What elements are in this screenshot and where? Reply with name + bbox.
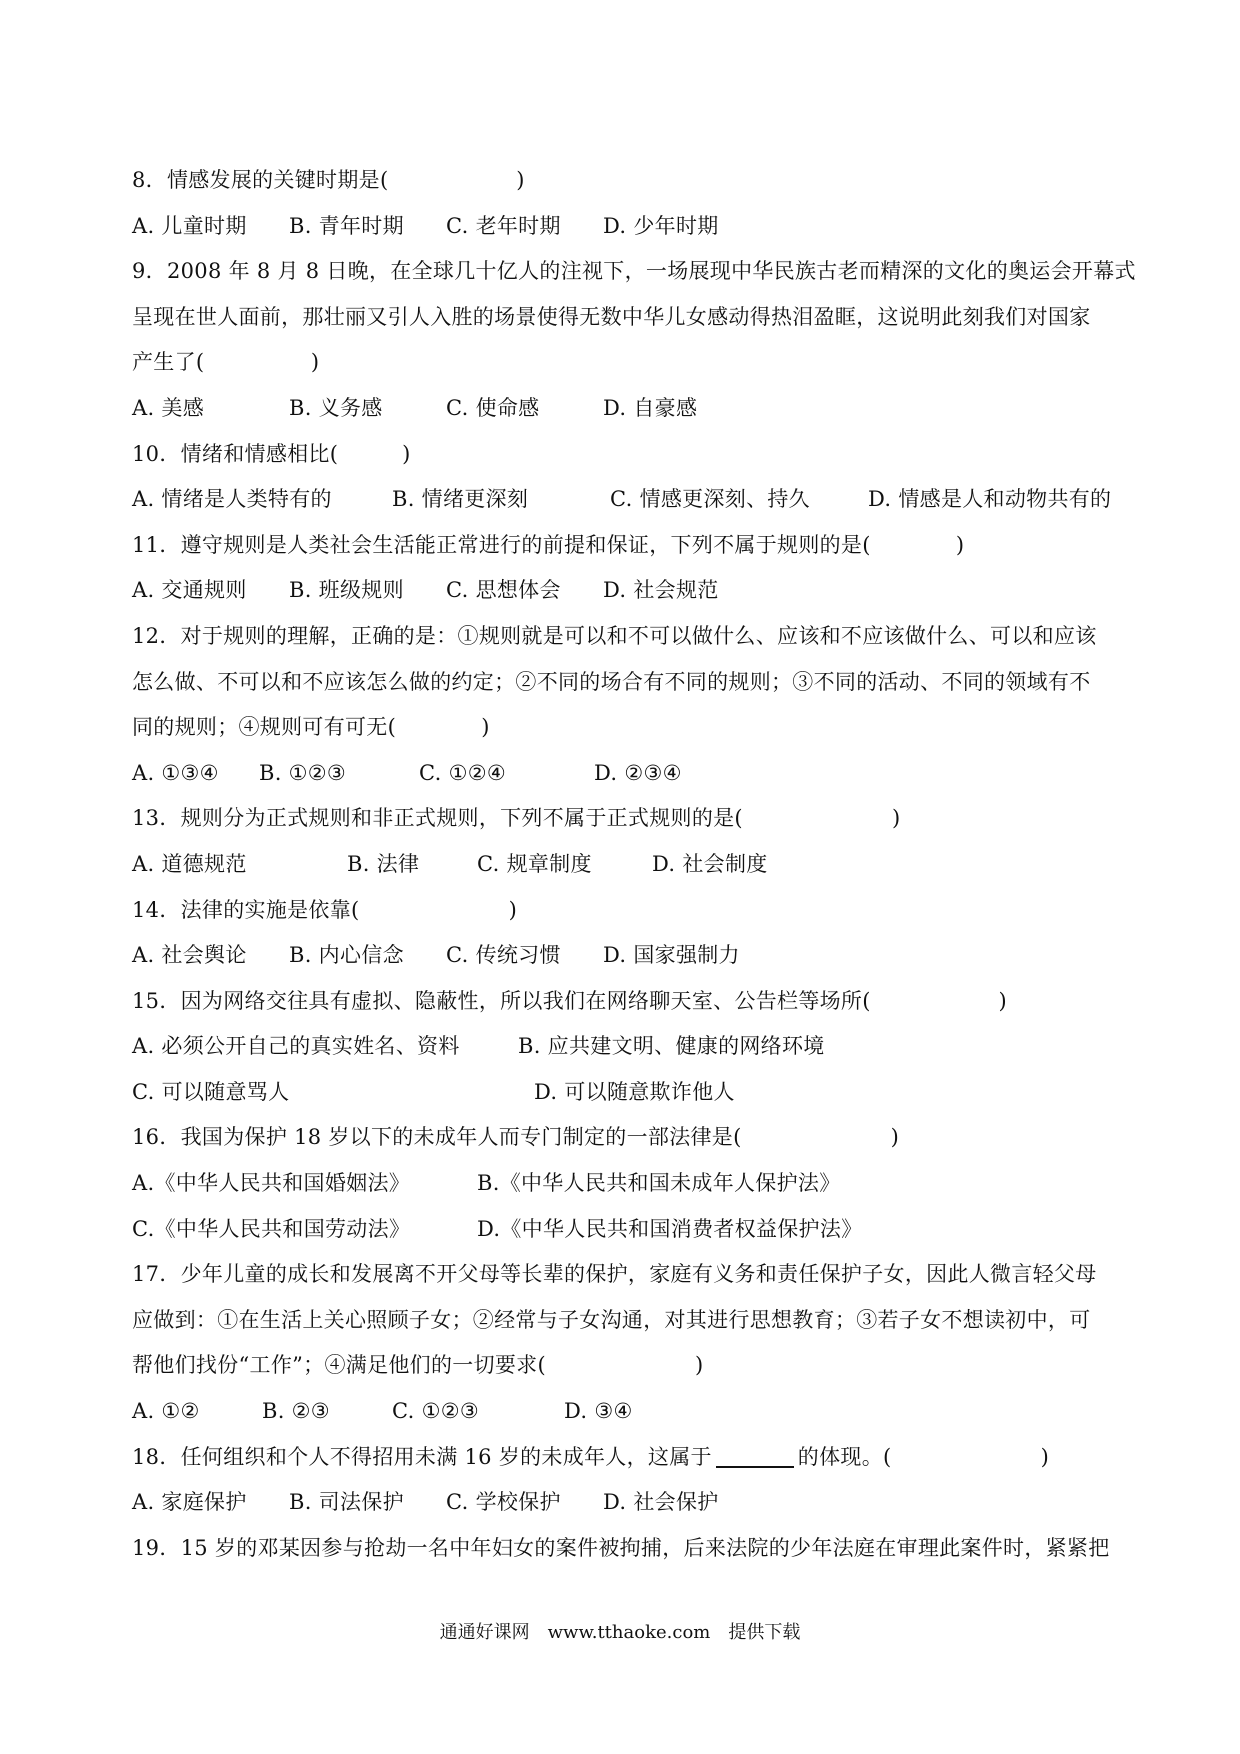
option-d: D. 情感是人和动物共有的 [868, 487, 1112, 512]
question-stem: 11．遵守规则是人类社会生活能正常进行的前提和保证，下列不属于规则的是( ) [132, 532, 965, 557]
option-c: C. 可以随意骂人 [132, 1079, 290, 1104]
question-stem: 同的规则；④规则可有可无( ) [132, 715, 490, 740]
question-stem: 16．我国为保护 18 岁以下的未成年人而专门制定的一部法律是( ) [132, 1125, 900, 1150]
question-stem [132, 1435, 1122, 1481]
option-c: C. 学校保护 [446, 1490, 561, 1515]
option-d: D. ②③④ [594, 760, 682, 785]
option-a: A. 交通规则 [132, 578, 247, 603]
option-b: B. 义务感 [289, 395, 383, 420]
question-16 [132, 1115, 1122, 1252]
option-a: A. 社会舆论 [132, 943, 247, 968]
options-row [132, 1207, 1122, 1253]
question-stem: 10．情绪和情感相比( ) [132, 441, 411, 466]
question-17 [132, 1252, 1122, 1434]
option-a: A. 美感 [132, 395, 205, 420]
question-stem: 9．2008 年 8 月 8 日晚，在全球几十亿人的注视下，一场展现中华民族古老而精深的文化的奥运会开幕式 [132, 259, 1136, 284]
page-footer: 通通好课网 www.tthaoke.com 提供下载 [439, 1622, 801, 1643]
option-d: D.《中华人民共和国消费者权益保护法》 [477, 1216, 863, 1241]
options-row [132, 1161, 1122, 1207]
options-row [132, 568, 1122, 614]
option-b: B. 青年时期 [289, 213, 404, 238]
options-row [132, 842, 1122, 888]
option-c: C. 情感更深刻、持久 [610, 487, 810, 512]
question-stem: 13．规则分为正式规则和非正式规则，下列不属于正式规则的是( ) [132, 806, 901, 831]
option-d: D. 可以随意欺诈他人 [534, 1079, 735, 1104]
question-8 [132, 158, 1122, 249]
question-stem-end: 的体现。( ) [797, 1444, 1050, 1469]
question-stem: 帮他们找份“工作”；④满足他们的一切要求( ) [132, 1353, 704, 1378]
option-b: B. 情绪更深刻 [392, 487, 529, 512]
question-stem: 应做到：①在生活上关心照顾子女；②经常与子女沟通，对其进行思想教育；③若子女不想读初中，可 [132, 1307, 1091, 1332]
options-row [132, 1389, 1122, 1435]
question-stem: 17．少年儿童的成长和发展离不开父母等长辈的保护，家庭有义务和责任保护子女，因此人微言轻父母 [132, 1262, 1097, 1287]
question-11 [132, 523, 1122, 614]
question-stem: 怎么做、不可以和不应该怎么做的约定；②不同的场合有不同的规则；③不同的活动、不同的领域有不 [132, 669, 1091, 694]
question-18 [132, 1435, 1122, 1526]
options-row [132, 386, 1122, 432]
option-a: A. 必须公开自己的真实姓名、资料 [132, 1034, 460, 1059]
option-a: A. 家庭保护 [132, 1490, 247, 1515]
options-row [132, 1024, 1122, 1070]
option-a: A. ①③④ [132, 760, 219, 785]
question-stem: 15．因为网络交往具有虚拟、隐蔽性，所以我们在网络聊天室、公告栏等场所( ) [132, 988, 1008, 1013]
option-a: A.《中华人民共和国婚姻法》 [132, 1171, 411, 1196]
option-c: C.《中华人民共和国劳动法》 [132, 1216, 411, 1241]
option-d: D. 少年时期 [603, 213, 719, 238]
option-c: C. ①②④ [419, 760, 506, 785]
option-d: D. 自豪感 [603, 395, 698, 420]
question-9 [132, 249, 1136, 431]
option-c: C. 使命感 [446, 395, 540, 420]
question-19 [132, 1526, 1122, 1572]
option-b: B. 班级规则 [289, 578, 404, 603]
question-stem: 14．法律的实施是依靠( ) [132, 897, 518, 922]
question-15 [132, 979, 1122, 1116]
option-a: A. ①② [132, 1399, 200, 1424]
question-10 [132, 432, 1122, 523]
question-12 [132, 614, 1122, 796]
option-d: D. 国家强制力 [603, 943, 740, 968]
answer-blank [716, 1448, 794, 1468]
options-row [132, 477, 1122, 523]
option-d: D. 社会制度 [652, 851, 768, 876]
option-c: C. 思想体会 [446, 578, 561, 603]
option-c: C. 老年时期 [446, 213, 561, 238]
options-row [132, 933, 1122, 979]
question-stem: 8．情感发展的关键时期是( ) [132, 168, 525, 192]
option-b: B. 应共建文明、健康的网络环境 [518, 1034, 825, 1059]
option-a: A. 儿童时期 [132, 213, 247, 238]
question-stem: 19．15 岁的邓某因参与抢劫一名中年妇女的案件被拘捕，后来法院的少年法庭在审理此案件时，紧紧把 [132, 1535, 1110, 1560]
option-b: B. 法律 [347, 851, 420, 876]
options-row [132, 204, 1122, 250]
question-stem: 12．对于规则的理解，正确的是：①规则就是可以和不可以做什么、应该和不应该做什么、可以和应该 [132, 623, 1097, 648]
question-14 [132, 888, 1122, 979]
option-c: C. 规章制度 [477, 851, 592, 876]
option-b: B. ①②③ [259, 760, 347, 785]
options-row [132, 1070, 1122, 1116]
options-row [132, 751, 1122, 797]
option-b: B. ②③ [262, 1399, 330, 1424]
option-d: D. 社会规范 [603, 578, 719, 603]
option-d: D. ③④ [564, 1399, 633, 1424]
question-stem: 呈现在世人面前，那壮丽又引人入胜的场景使得无数中华儿女感动得热泪盈眶，这说明此刻我们对国家 [132, 304, 1091, 329]
option-b: B. 司法保护 [289, 1490, 404, 1515]
option-c: C. ①②③ [392, 1399, 479, 1424]
question-stem: 产生了( ) [132, 350, 320, 375]
option-d: D. 社会保护 [603, 1490, 719, 1515]
option-a: A. 道德规范 [132, 851, 247, 876]
option-b: B. 内心信念 [289, 943, 404, 968]
option-c: C. 传统习惯 [446, 943, 561, 968]
option-b: B.《中华人民共和国未成年人保护法》 [477, 1171, 841, 1196]
option-a: A. 情绪是人类特有的 [132, 487, 332, 512]
question-stem-start: 18．任何组织和个人不得招用未满 16 岁的未成年人，这属于 [132, 1444, 712, 1469]
question-13 [132, 796, 1122, 887]
options-row [132, 1480, 1122, 1526]
question-list [132, 158, 1136, 1571]
